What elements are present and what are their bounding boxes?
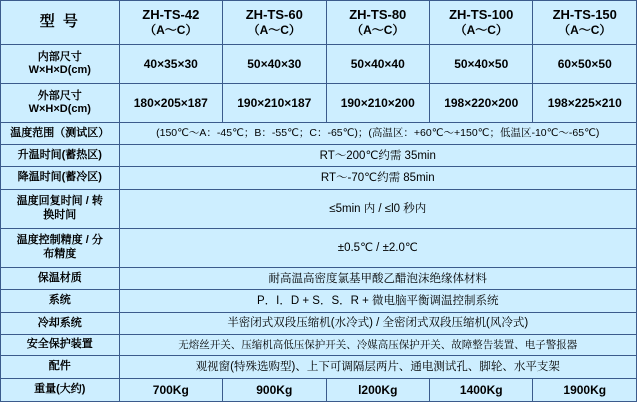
cell-value: 50×40×50	[430, 44, 533, 83]
table-row-insulation	[1, 267, 637, 289]
model-range: （A～C）	[144, 23, 198, 38]
table-row-system	[1, 290, 637, 312]
cell-value: 60×50×50	[533, 44, 637, 83]
cell-value: l200Kg	[326, 378, 429, 401]
row-label-heating-time: 升温时间(蓄热区)	[1, 144, 120, 166]
row-label-recovery-time	[1, 189, 120, 228]
label-line-1: 外部尺寸	[37, 89, 82, 102]
cell-value: 40×35×30	[119, 44, 222, 83]
table-row-cooling-time	[1, 167, 637, 189]
label-line-2: 换时间	[43, 208, 77, 221]
cell-value: 180×205×187	[119, 84, 222, 123]
table-header-row	[1, 1, 637, 45]
row-label-insulation: 保温材质	[1, 267, 120, 289]
label-line-1: 温度控制精度 / 分	[16, 234, 103, 247]
header-model-2	[223, 1, 326, 45]
table-row-weight	[1, 378, 637, 401]
row-label-system: 系统	[1, 290, 120, 312]
cell-value-safety: 无熔丝开关、压缩机高低压保护开关、冷媒高压保护开关、故障整告装置、电子警报器	[119, 334, 636, 356]
cell-value: 190×210×187	[223, 84, 326, 123]
label-line-2: W×H×D(cm)	[28, 64, 91, 77]
cell-value: 198×225×210	[533, 84, 637, 123]
cell-value: 900Kg	[223, 378, 326, 401]
table-row-external-size	[1, 84, 637, 123]
model-range: （A～C）	[247, 23, 301, 38]
cell-value: 1900Kg	[533, 378, 637, 401]
header-model-3	[326, 1, 429, 45]
label-line-1: 温度回复时间 / 转	[16, 195, 103, 208]
row-label-cooling-time: 降温时间(蓄冷区)	[1, 167, 120, 189]
table-row-safety	[1, 334, 637, 356]
cell-value-temp-range: (150℃～A：-45℃；B：-55℃；C：-65℃)；(高温区：+60℃～+150℃；低温区-10℃～-65℃)	[119, 123, 636, 145]
model-name: ZH-TS-60	[245, 7, 303, 23]
model-name: ZH-TS-150	[552, 7, 617, 23]
row-label-accessories: 配件	[1, 356, 120, 378]
row-label-accuracy	[1, 228, 120, 267]
table-row-internal-size	[1, 44, 637, 83]
header-model-label: 型 号	[1, 1, 120, 45]
model-range: （A～C）	[351, 23, 405, 38]
row-label-safety: 安全保护装置	[1, 334, 120, 356]
cell-value-system: P．I．D + S．S．R + 微电脑平衡调温控制系统	[119, 290, 636, 312]
cell-value: 190×210×200	[326, 84, 429, 123]
table-row-cooling-system	[1, 312, 637, 334]
label-line-2: W×H×D(cm)	[28, 103, 91, 116]
row-label-weight: 重量(大约)	[1, 378, 120, 401]
header-model-5	[533, 1, 637, 45]
table-row-accuracy	[1, 228, 637, 267]
model-range: （A～C）	[558, 23, 612, 38]
model-range: （A～C）	[454, 23, 508, 38]
header-model-1	[119, 1, 222, 45]
label-line-1: 内部尺寸	[37, 50, 82, 63]
table-row-accessories	[1, 356, 637, 378]
cell-value-insulation: 耐高温高密度氯基甲酸乙醋泡沫绝缘体材料	[119, 267, 636, 289]
row-label-temp-range: 温度范围（测试区）	[1, 123, 120, 145]
table-row-heating-time	[1, 144, 637, 166]
label-line-2: 布精度	[43, 247, 77, 260]
cell-value-accuracy: ±0.5℃ / ±2.0℃	[119, 228, 636, 267]
cell-value: 50×40×40	[326, 44, 429, 83]
table-row-temp-range	[1, 123, 637, 145]
header-model-4	[430, 1, 533, 45]
table-row-recovery-time	[1, 189, 637, 228]
cell-value: 50×40×30	[223, 44, 326, 83]
model-name: ZH-TS-100	[449, 7, 514, 23]
cell-value: 198×220×200	[430, 84, 533, 123]
cell-value-cooling-system: 半密闭式双段压缩机(水冷式) / 全密闭式双段压缩机(风冷式)	[119, 312, 636, 334]
cell-value-recovery-time: ≤5min 内 / ≤l0 秒内	[119, 189, 636, 228]
cell-value-cooling-time: RT～-70℃约需 85min	[119, 167, 636, 189]
cell-value: 1400Kg	[430, 378, 533, 401]
row-label-cooling-system: 冷却系统	[1, 312, 120, 334]
row-label-external-size	[1, 84, 120, 123]
model-name: ZH-TS-42	[142, 7, 200, 23]
cell-value-heating-time: RT～200℃约需 35min	[119, 144, 636, 166]
cell-value: 700Kg	[119, 378, 222, 401]
cell-value-accessories: 观视窗(特殊选购型)、上下可调隔层两片、通电测试孔、脚轮、水平支架	[119, 356, 636, 378]
row-label-internal-size	[1, 44, 120, 83]
model-name: ZH-TS-80	[349, 7, 407, 23]
